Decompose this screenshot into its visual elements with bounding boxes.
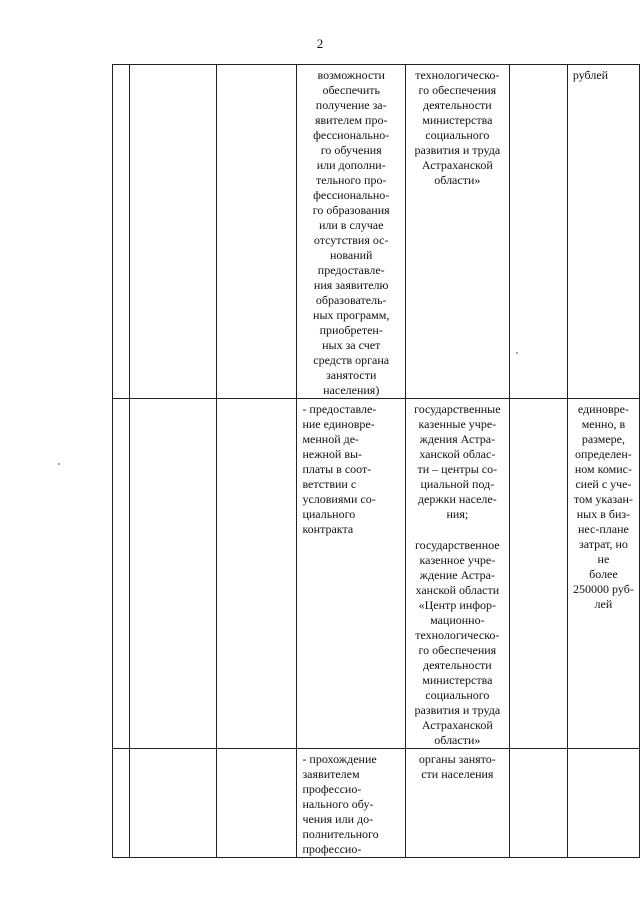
empty-cell bbox=[567, 749, 639, 858]
empty-cell bbox=[216, 749, 297, 858]
page-number: 2 bbox=[316, 36, 324, 51]
empty-cell bbox=[509, 399, 567, 749]
amount-cell: рублей bbox=[567, 65, 639, 399]
empty-cell bbox=[129, 749, 216, 858]
table-row bbox=[113, 749, 640, 858]
table-row bbox=[113, 65, 640, 399]
measure-cell: - предоставле- ние единовре- менной де- нежной вы- платы в соот- ветствии с условиями со- циального контракта bbox=[297, 399, 406, 749]
empty-cell bbox=[216, 399, 297, 749]
empty-cell bbox=[113, 749, 130, 858]
empty-cell bbox=[113, 65, 130, 399]
executor-text: государственные казенные учре- ждения Астра- ханской облас- ти – центры со- циальной под- держки населе- ния; bbox=[414, 402, 501, 521]
empty-cell bbox=[509, 749, 567, 858]
empty-cell bbox=[129, 65, 216, 399]
executor-cell bbox=[405, 399, 509, 749]
executor-text: государственное казенное учре- ждение Астра- ханской области «Центр инфор- мационно- технологическо- го обеспечения деятельности министерства социального развития и труда Астраханской области» bbox=[414, 538, 501, 747]
empty-cell bbox=[509, 65, 567, 399]
executor-cell: технологическо- го обеспечения деятельности министерства социального развития и труда Астраханской области» bbox=[405, 65, 509, 399]
executor-cell: органы занято- сти населения bbox=[405, 749, 509, 858]
table-row bbox=[113, 399, 640, 749]
measure-cell: - прохождение заявителем профессио- нального обу- чения или до- полнительного профессио- bbox=[297, 749, 406, 858]
scan-speck bbox=[516, 352, 518, 354]
empty-cell bbox=[129, 399, 216, 749]
measure-cell: возможности обеспечить получение за- явителем про- фессионально- го обучения или дополни- тельного про- фессионально- го образования или в случае отсутствия ос- нований предоставле- ния заявителю образователь- ных программ, приобретен- ных за счет средств органа занятости населения) bbox=[297, 65, 406, 399]
scan-speck bbox=[58, 463, 60, 465]
amount-cell: единовре- менно, в размере, определен- ном комис- сией с уче- том указан- ных в биз- нес-плане затрат, но не более 250000 руб- лей bbox=[567, 399, 639, 749]
empty-cell bbox=[113, 399, 130, 749]
document-table bbox=[112, 64, 640, 858]
empty-cell bbox=[216, 65, 297, 399]
